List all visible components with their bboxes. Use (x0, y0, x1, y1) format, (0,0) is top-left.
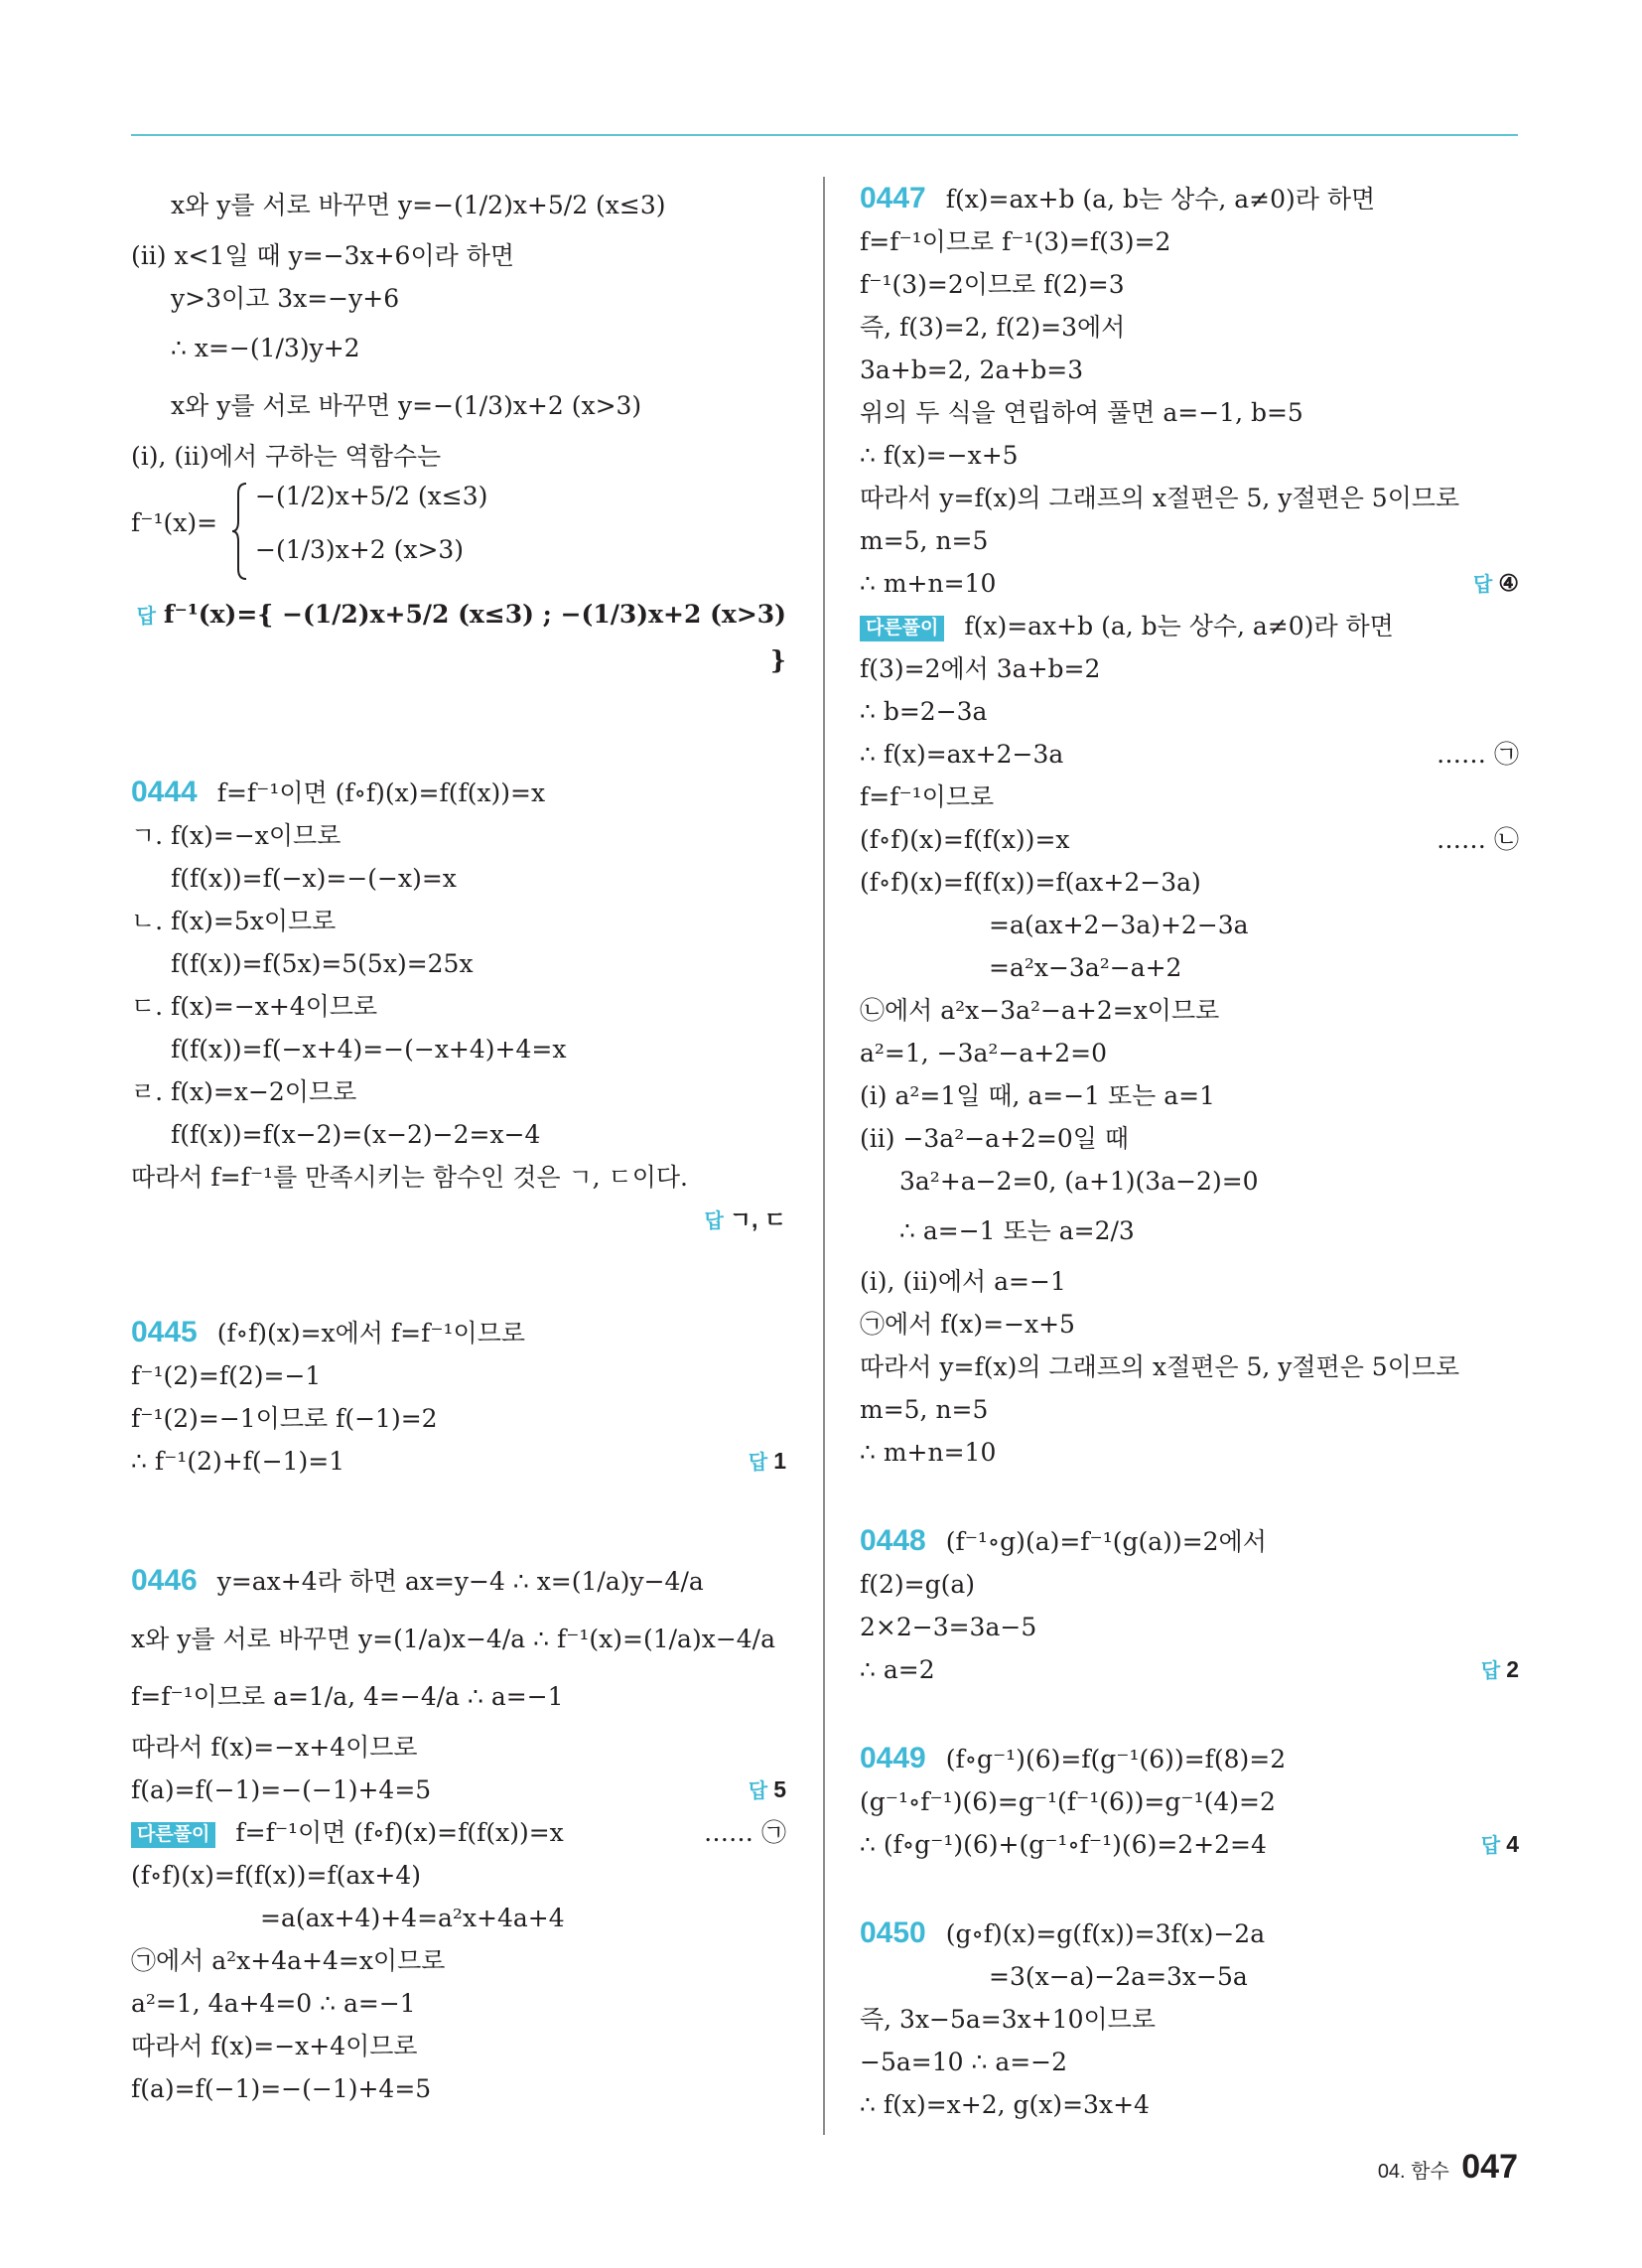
text-line: 즉, 3x−5a=3x+10이므로 (860, 2005, 1156, 2034)
page-number: 047 (1461, 2148, 1518, 2186)
answer-value: 4 (1506, 1831, 1519, 1857)
marked-line (860, 733, 1519, 776)
problem-number: 0444 (131, 776, 198, 808)
text-line: f(f(x))=f(5x)=5(5x)=25x (171, 949, 474, 978)
text-line: (i) a²=1일 때, a=−1 또는 a=1 (860, 1081, 1216, 1110)
answer-line (131, 1769, 786, 1811)
problem-0444-head (131, 771, 786, 814)
text-line: ㄷ. f(x)=−x+4이므로 (131, 992, 378, 1021)
text-line: f(3)=2에서 3a+b=2 (860, 654, 1101, 683)
text-line: f⁻¹(2)=−1이므로 f(−1)=2 (131, 1404, 438, 1433)
text-line: f(f(x))=f(x−2)=(x−2)−2=x−4 (171, 1120, 541, 1149)
text-line: 따라서 y=f(x)의 그래프의 x절편은 5, y절편은 5이므로 (860, 484, 1460, 512)
text-line: (ii) −3a²−a+2=0일 때 (860, 1124, 1130, 1153)
text-line: f(x)=ax+b (a, b는 상수, a≠0)라 하면 (945, 185, 1376, 213)
problem-0447-head (860, 177, 1519, 220)
problem-number: 0448 (860, 1524, 926, 1557)
text-line: f(a)=f(−1)=−(−1)+4=5 (131, 1775, 432, 1804)
problem-number: 0447 (860, 182, 926, 214)
problem-number: 0450 (860, 1916, 926, 1949)
spacer (860, 1866, 1519, 1912)
text-line: (ii) x<1일 때 y=−3x+6이라 하면 (131, 241, 515, 270)
text-line: (i), (ii)에서 구하는 역함수는 (131, 442, 442, 471)
problem-0450-head (860, 1912, 1519, 1955)
text-line: f=f⁻¹이므로 (860, 782, 995, 811)
piecewise-inverse (131, 478, 786, 587)
text-line: f=f⁻¹이므로 a=1/a, 4=−4/a ∴ a=−1 (131, 1682, 564, 1711)
problem-number: 0445 (131, 1316, 198, 1348)
top-rule (131, 134, 1518, 136)
spacer (860, 1691, 1519, 1737)
text-line: ㄱ. f(x)=−x이므로 (131, 821, 342, 850)
brace-icon (230, 482, 250, 581)
text-line: ∴ f(x)=x+2, g(x)=3x+4 (860, 2090, 1150, 2119)
text-line: ∴ x=−(1/3)y+2 (171, 334, 360, 362)
spacer (131, 1241, 786, 1311)
problem-0448-head (860, 1519, 1519, 1563)
text-line: (f∘f)(x)=f(f(x))=f(ax+2−3a) (860, 868, 1201, 897)
answer-line (860, 1648, 1519, 1691)
text-line: x와 y를 서로 바꾸면 y=(1/a)x−4/a ∴ f⁻¹(x)=(1/a)x−4/a (131, 1625, 775, 1653)
text-line: (f∘g⁻¹)(6)=f(g⁻¹(6))=f(8)=2 (945, 1745, 1287, 1773)
text-line: 3a+b=2, 2a+b=3 (860, 355, 1084, 384)
text-line: ∴ f(x)=ax+2−3a (860, 740, 1064, 769)
text-line: =3(x−a)−2a=3x−5a (989, 1962, 1248, 1991)
answer-label: 답 (1480, 1660, 1501, 1682)
text-line: 따라서 f=f⁻¹를 만족시키는 함수인 것은 ㄱ, ㄷ이다. (131, 1163, 688, 1192)
piecewise-case: −(1/2)x+5/2 (x≤3) (255, 482, 488, 510)
answer-label: 답 (136, 606, 156, 628)
text-line: (f∘f)(x)=f(f(x))=x (860, 825, 1070, 854)
alt-solution-head (860, 605, 1519, 647)
text-line: ㄴ. f(x)=5x이므로 (131, 907, 337, 935)
answer-value: 5 (773, 1776, 786, 1802)
text-line: x와 y를 서로 바꾸면 y=−(1/3)x+2 (x>3) (171, 391, 642, 420)
text-line: ∴ m+n=10 (860, 1438, 997, 1467)
text-line: ∴ f⁻¹(2)+f(−1)=1 (131, 1447, 345, 1476)
text-line: a²=1, 4a+4=0 ∴ a=−1 (131, 1989, 416, 2018)
text-line: f⁻¹(3)=2이므로 f(2)=3 (860, 270, 1125, 299)
piecewise-label: f⁻¹(x)= (131, 508, 218, 537)
column-divider (823, 177, 825, 2135)
text-line: ∴ b=2−3a (860, 697, 988, 726)
answer-line (131, 593, 786, 681)
equation-marker: …… ㉠ (704, 1818, 786, 1847)
text-line: ∴ a=2 (860, 1655, 935, 1684)
text-line: =a(ax+4)+4=a²x+4a+4 (260, 1904, 565, 1932)
alt-solution-badge: 다른풀이 (131, 1822, 215, 1848)
text-line: ㉠에서 f(x)=−x+5 (860, 1310, 1075, 1339)
text-line: m=5, n=5 (860, 526, 989, 555)
problem-number: 0449 (860, 1742, 926, 1774)
answer-label: 답 (1473, 574, 1493, 596)
answer-line (860, 562, 1519, 605)
answer-value: ㄱ, ㄷ (729, 1206, 786, 1232)
text-line: (f∘f)(x)=x에서 f=f⁻¹이므로 (216, 1319, 525, 1347)
problem-0446-head (131, 1552, 786, 1611)
text-line: f=f⁻¹이면 (f∘f)(x)=f(f(x))=x (216, 779, 546, 807)
text-line: f(x)=ax+b (a, b는 상수, a≠0)라 하면 (964, 612, 1394, 640)
answer-value: 1 (773, 1448, 786, 1474)
text-line: (f∘f)(x)=f(f(x))=f(ax+4) (131, 1861, 422, 1890)
text-line: a²=1, −3a²−a+2=0 (860, 1039, 1108, 1067)
text-line: (f⁻¹∘g)(a)=f⁻¹(g(a))=2에서 (945, 1527, 1267, 1556)
text-line: ∴ (f∘g⁻¹)(6)+(g⁻¹∘f⁻¹)(6)=2+2=4 (860, 1830, 1267, 1859)
answer-value: ④ (1498, 570, 1519, 596)
text-line: 2×2−3=3a−5 (860, 1613, 1037, 1641)
chapter-label: 04. 함수 (1377, 2161, 1449, 2183)
spacer (131, 681, 786, 771)
text-line: f(a)=f(−1)=−(−1)+4=5 (131, 2074, 432, 2103)
problem-0449-head (860, 1737, 1519, 1780)
text-line: =a²x−3a²−a+2 (989, 953, 1182, 982)
text-line: ∴ a=−1 또는 a=2/3 (899, 1216, 1135, 1245)
spacer (860, 1474, 1519, 1519)
answer-label: 답 (1480, 1835, 1501, 1857)
text-line: ∴ f(x)=−x+5 (860, 441, 1019, 470)
answer-label: 답 (704, 1210, 724, 1232)
alt-solution-badge: 다른풀이 (860, 616, 944, 641)
text-line: (g∘f)(x)=g(f(x))=3f(x)−2a (945, 1919, 1266, 1948)
answer-line (131, 1440, 786, 1483)
text-line: 따라서 f(x)=−x+4이므로 (131, 2032, 418, 2060)
answer-label: 답 (748, 1780, 768, 1802)
text-line: f=f⁻¹이므로 f⁻¹(3)=f(3)=2 (860, 227, 1171, 256)
problem-0445-head (131, 1311, 786, 1354)
text-line: f=f⁻¹이면 (f∘f)(x)=f(f(x))=x (235, 1818, 564, 1847)
text-line: 즉, f(3)=2, f(2)=3에서 (860, 313, 1126, 342)
right-column (860, 177, 1519, 2126)
text-line: f(2)=g(a) (860, 1570, 976, 1599)
answer-value: f⁻¹(x)={ −(1/2)x+5/2 (x≤3) ; −(1/3)x+2 (x>3) } (163, 600, 786, 674)
text-line: ㉡에서 a²x−3a²−a+2=x이므로 (860, 996, 1220, 1025)
text-line: x와 y를 서로 바꾸면 y=−(1/2)x+5/2 (x≤3) (171, 191, 666, 219)
problem-number: 0446 (131, 1564, 198, 1597)
spacer (131, 1483, 786, 1552)
text-line: ∴ m+n=10 (860, 569, 997, 598)
text-line: (i), (ii)에서 a=−1 (860, 1267, 1066, 1296)
answer-line (860, 1823, 1519, 1866)
marked-line (860, 818, 1519, 861)
text-line: 따라서 f(x)=−x+4이므로 (131, 1733, 418, 1762)
text-line: =a(ax+2−3a)+2−3a (989, 911, 1249, 939)
left-column (131, 177, 786, 2110)
text-line: 3a²+a−2=0, (a+1)(3a−2)=0 (899, 1167, 1259, 1196)
text-line: y>3이고 3x=−y+6 (171, 284, 400, 313)
text-line: f(f(x))=f(−x)=−(−x)=x (171, 864, 457, 893)
text-line: m=5, n=5 (860, 1395, 989, 1424)
text-line: −5a=10 ∴ a=−2 (860, 2048, 1068, 2076)
text-line: (g⁻¹∘f⁻¹)(6)=g⁻¹(f⁻¹(6))=g⁻¹(4)=2 (860, 1787, 1276, 1816)
text-line: 위의 두 식을 연립하여 풀면 a=−1, b=5 (860, 398, 1303, 427)
text-line: f(f(x))=f(−x+4)=−(−x+4)+4=x (171, 1035, 567, 1063)
text-line: ㉠에서 a²x+4a+4=x이므로 (131, 1946, 446, 1975)
answer-line (131, 1199, 786, 1241)
piecewise-case: −(1/3)x+2 (x>3) (255, 535, 465, 564)
text-line: f⁻¹(2)=f(2)=−1 (131, 1361, 322, 1390)
equation-marker: …… ㉡ (1437, 825, 1519, 854)
answer-value: 2 (1506, 1656, 1519, 1682)
page-footer (1378, 2148, 1518, 2187)
text-line: 따라서 y=f(x)의 그래프의 x절편은 5, y절편은 5이므로 (860, 1352, 1460, 1381)
text-line: y=ax+4라 하면 ax=y−4 ∴ x=(1/a)y−4/a (216, 1567, 704, 1596)
answer-label: 답 (748, 1452, 768, 1474)
text-line: ㄹ. f(x)=x−2이므로 (131, 1077, 357, 1106)
alt-solution-head (131, 1811, 786, 1854)
equation-marker: …… ㉠ (1437, 740, 1519, 769)
